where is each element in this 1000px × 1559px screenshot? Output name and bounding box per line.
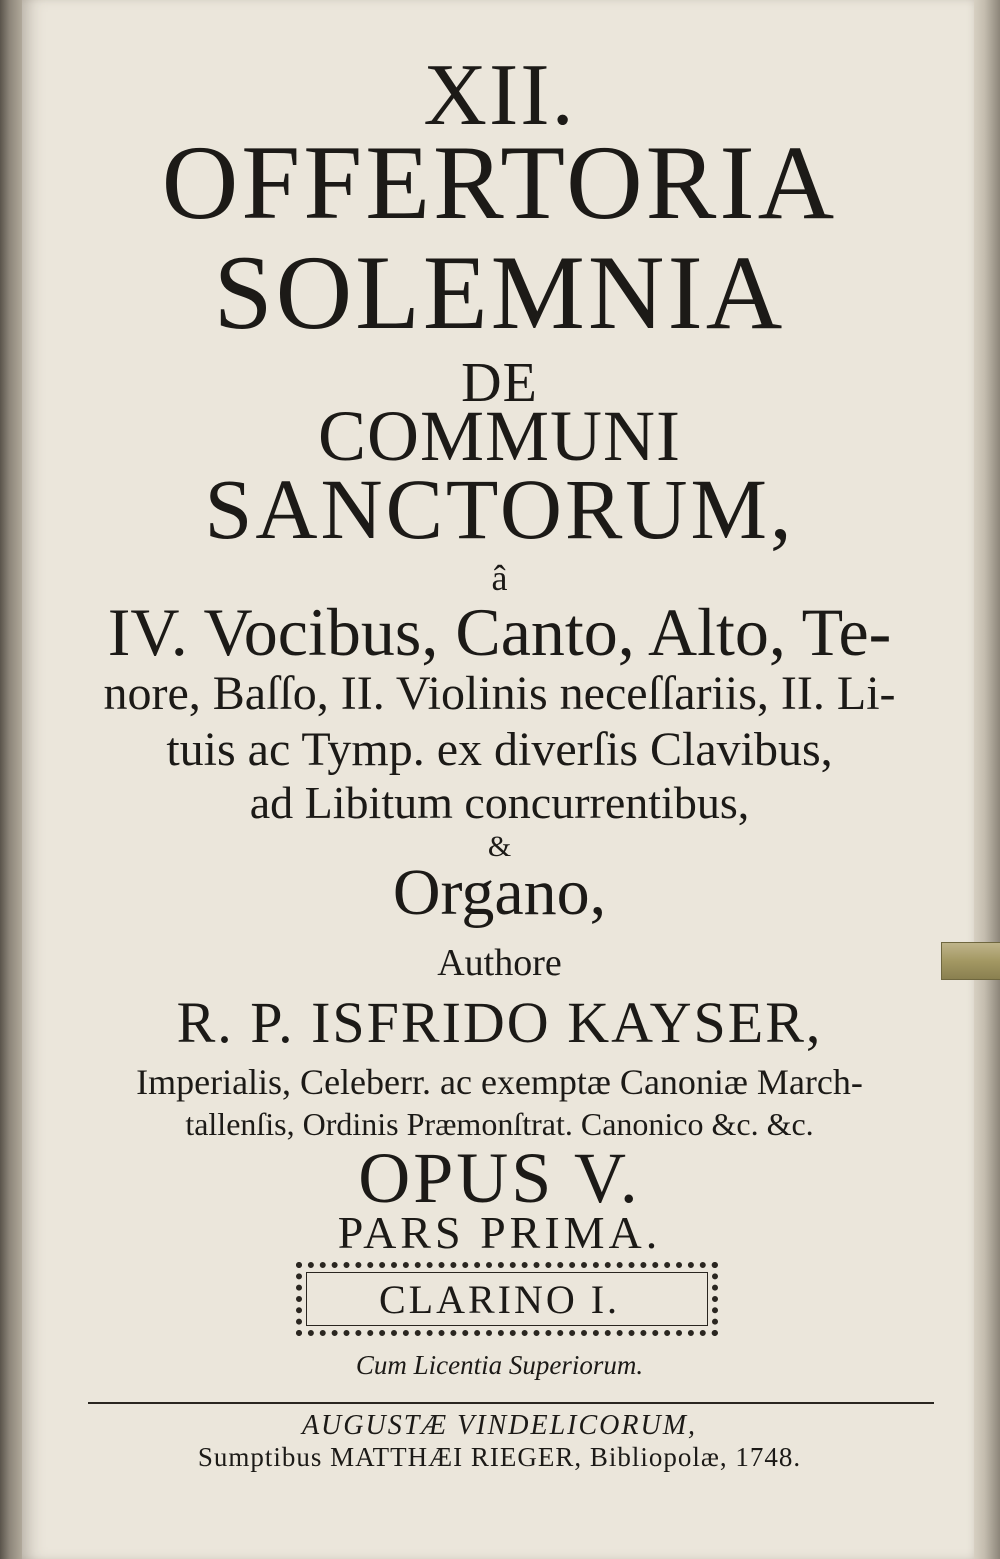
affiliation-line-2: tallenſis, Ordinis Præmonſtrat. Canonico &c. &c. [185, 1106, 814, 1142]
voices-line-1: IV. Vocibus, Canto, Alto, Te- [107, 594, 892, 670]
pars-label: PARS PRIMA. [337, 1207, 662, 1258]
page-block-edge [974, 0, 1000, 1559]
voices-line-3: tuis ac Tymp. ex diverſis Clavibus, [166, 723, 833, 776]
title-line-communi: COMMUNI [317, 396, 682, 476]
ampersand: & [487, 830, 512, 863]
organo-line: Organo, [392, 856, 607, 929]
authore-label: Authore [437, 942, 562, 984]
title-line-de: DE [461, 352, 538, 414]
affiliation-line-1: Imperialis, Celeberr. ac exemptæ Canoniæ March- [136, 1062, 863, 1102]
author-name: R. P. ISFRIDO KAYSER, [176, 990, 823, 1055]
imprint-publisher: Sumptibus MATTHÆI RIEGER, Bibliopolæ, 1748. [197, 1442, 802, 1472]
title-line-offertoria: OFFERTORIA [161, 124, 838, 241]
part-name: CLARINO I. [378, 1277, 621, 1322]
voices-line-2: nore, Baſſo, II. Violinis neceſſariis, II. Li- [103, 667, 896, 720]
voices-line-4: ad Libitum concurrentibus, [249, 777, 750, 828]
title-line-sanctorum: SANCTORUM, [204, 461, 795, 557]
imprint-place: AUGUSTÆ VINDELICORUM, [301, 1410, 698, 1441]
book-spine-edge [0, 0, 24, 1559]
licentia-line: Cum Licentia Superiorum. [355, 1350, 644, 1380]
work-number: XII. [423, 47, 576, 144]
imprint-rule [88, 1402, 934, 1404]
opus-number: OPUS V. [358, 1138, 641, 1218]
title-line-solemnia: SOLEMNIA [213, 234, 786, 351]
preposition-a: â [491, 558, 508, 598]
